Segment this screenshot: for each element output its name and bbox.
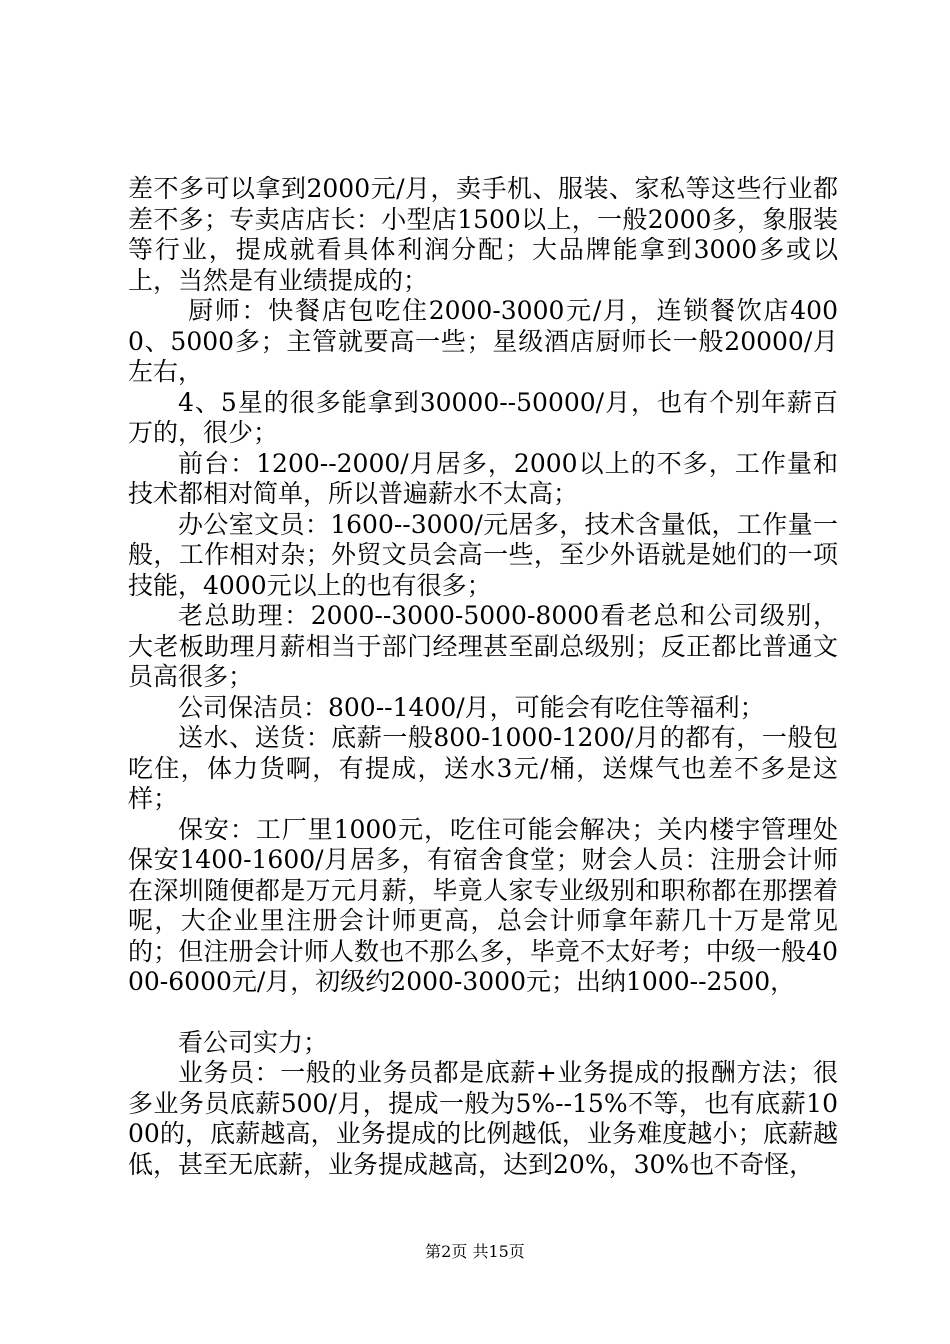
paragraph-company-strength: 看公司实力； bbox=[178, 1027, 329, 1057]
paragraph-security-accounting: 保安：工厂里1000元，吃住可能会解决；关内楼宇管理处保安1400-1600/月居多，有宿舍食堂；财会人员：注册会计师在深圳随便都是万元月薪，毕竟人家专业级别和职称都在那摆着呢，大企业里注册会计师更高，总会计师拿年薪几十万是常见的；但注册会计师人数也不那么多，毕竟不太好考；中级一般4000-6000元/月，初级约2000-3000元；出纳1000--2500， bbox=[128, 814, 838, 996]
paragraph-delivery: 送水、送货：底薪一般800-1000-1200/月的都有，一般包吃住，体力货啊，有提成，送水3元/桶，送煤气也差不多是这样； bbox=[128, 723, 838, 813]
paragraph-chef: 厨师：快餐店包吃住2000-3000元/月，连锁餐饮店4000、5000多；主管就要高一些；星级酒店厨师长一般20000/月左右， bbox=[128, 296, 838, 386]
paragraph-office-clerk: 办公室文员：1600--3000/元居多，技术含量低，工作量一般，工作相对杂；外贸文员会高一些，至少外语就是她们的一项技能，4000元以上的也有很多； bbox=[128, 509, 838, 600]
paragraph-star-hotel: 4、5星的很多能拿到30000--50000/月，也有个别年薪百万的，很少； bbox=[128, 387, 838, 447]
paragraph-cleaner: 公司保洁员：800--1400/月，可能会有吃住等福利； bbox=[178, 692, 765, 722]
paragraph-reception: 前台：1200--2000/月居多，2000以上的不多，工作量和技术都相对简单，所以普遍薪水不太高； bbox=[128, 448, 838, 508]
paragraph-salesperson: 业务员：一般的业务员都是底薪+业务提成的报酬方法；很多业务员底薪500/月，提成一般为5%--15%不等，也有底薪1000的，底薪越高，业务提成的比例越低，业务难度越小；底薪越低，甚至无底薪，业务提成越高，达到20%，30%也不奇怪， bbox=[128, 1058, 838, 1179]
paragraph-ceo-assistant: 老总助理：2000--3000-5000-8000看老总和公司级别，大老板助理月薪相当于部门经理甚至副总级别；反正都比普通文员高很多； bbox=[128, 601, 838, 691]
paragraph-retail: 差不多可以拿到2000元/月，卖手机、服装、家私等这些行业都差不多；专卖店店长：小型店1500以上，一般2000多，象服装等行业，提成就看具体利润分配；大品牌能拿到3000多或以上，当然是有业绩提成的； bbox=[128, 174, 838, 295]
document-body bbox=[128, 174, 838, 1180]
page-number-footer: 第2页 共15页 bbox=[425, 1242, 525, 1261]
